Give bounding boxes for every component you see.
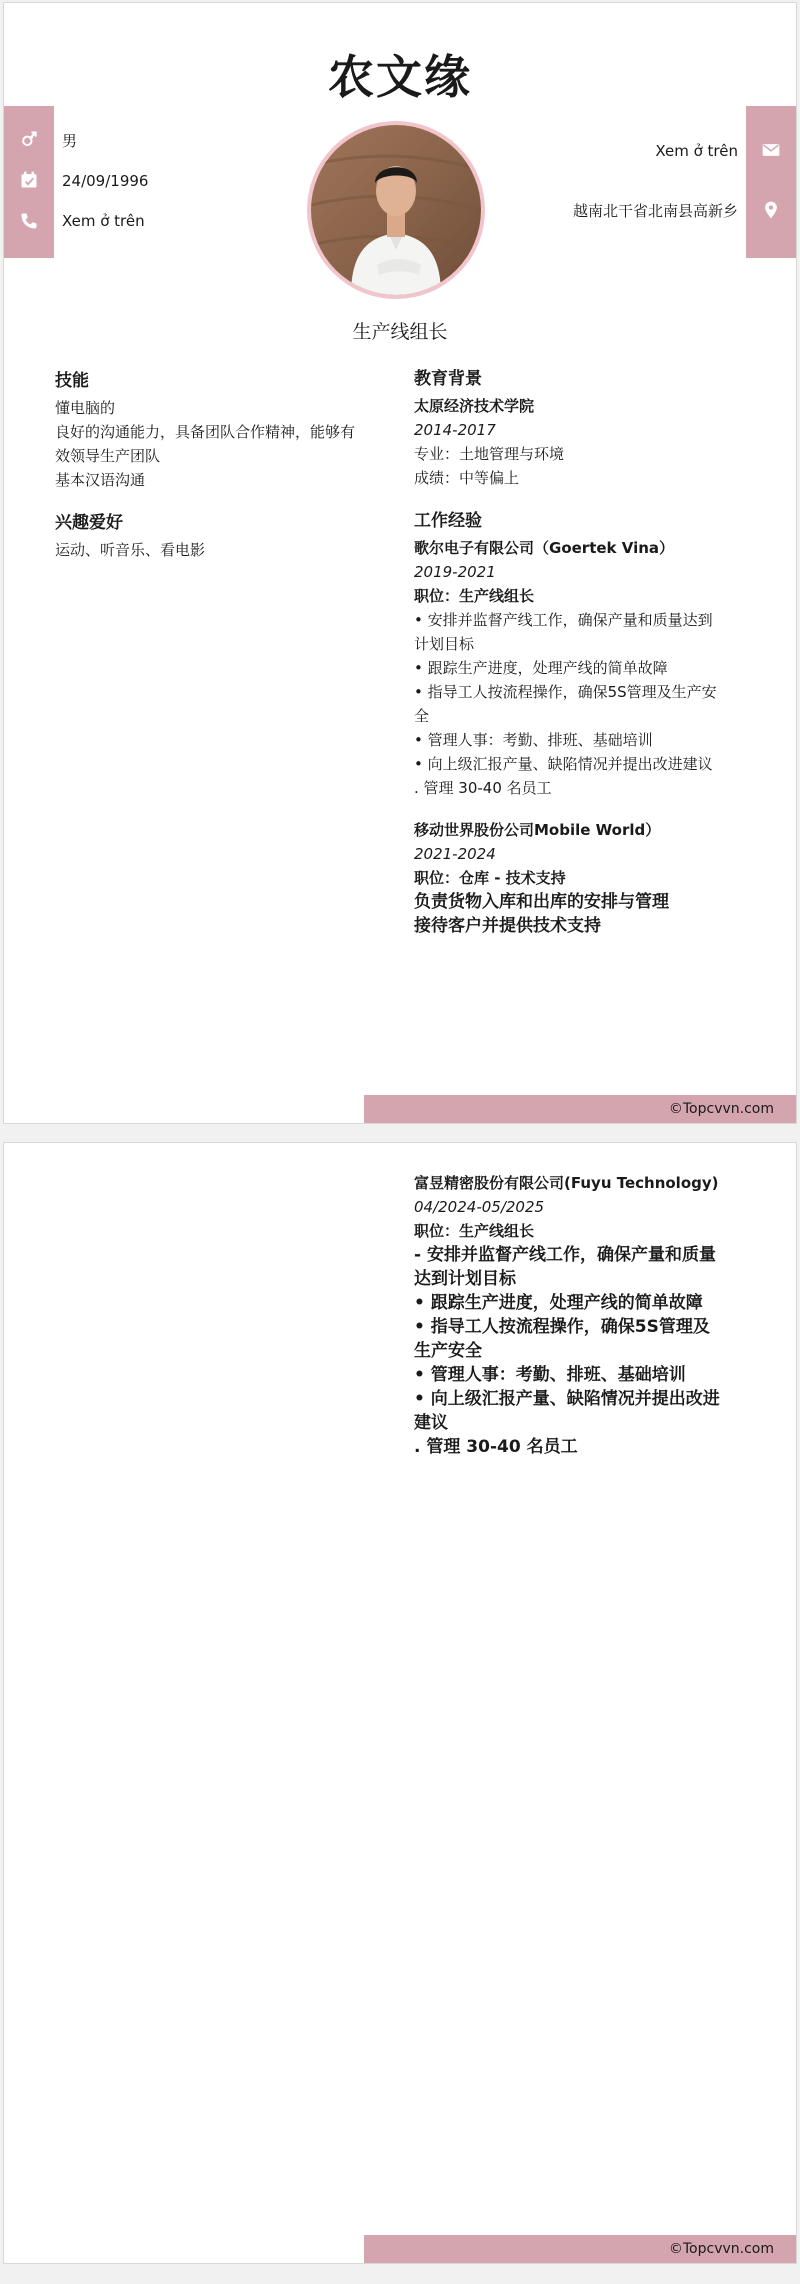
job-role: 职位：生产线组长: [414, 1222, 535, 1240]
skills-heading: 技能: [55, 371, 89, 391]
job-role: 职位：仓库 - 技术支持: [414, 869, 566, 887]
experience-heading: 工作经验: [414, 511, 482, 531]
left-contact-bar: [4, 106, 54, 258]
education-period: 2014-2017: [414, 421, 496, 439]
job-duty: - 安排并监督产线工作，确保产量和质量达到计划目标: [414, 1245, 716, 1289]
birthdate-value: 24/09/1996: [62, 172, 149, 190]
footer-brand-bar: [364, 1095, 796, 1123]
job-title: 生产线组长: [352, 321, 448, 343]
footer-brand-bar: [364, 2235, 796, 2263]
profile-photo: [311, 125, 481, 295]
email-value[interactable]: Xem ở trên: [655, 142, 738, 160]
mail-icon: [761, 140, 781, 160]
gender-icon: [19, 130, 39, 150]
job-duty: 接待客户并提供技术支持: [414, 916, 601, 936]
resume-page-2: [4, 1143, 796, 2263]
skill-item: 良好的沟通能力，具备团队合作精神，能够有效领导生产团队: [55, 423, 356, 465]
job-company: 移动世界股份公司Mobile World）: [414, 821, 661, 839]
right-contact-bar: [746, 106, 796, 258]
job-duty: • 管理人事：考勤、排班、基础培训: [414, 731, 653, 749]
job-duty: . 管理 30-40 名员工: [414, 1437, 578, 1457]
calendar-icon: [19, 170, 39, 190]
hobbies-heading: 兴趣爱好: [55, 513, 123, 533]
job-duty: • 向上级汇报产量、缺陷情况并提出改进建议: [414, 1389, 720, 1433]
phone-value[interactable]: Xem ở trên: [62, 212, 145, 230]
job-duty: • 跟踪生产进度，处理产线的简单故障: [414, 659, 668, 677]
resume-page-1: [4, 3, 796, 1123]
avatar: [307, 121, 485, 299]
phone-icon: [19, 211, 39, 231]
candidate-name: 农文缘: [328, 50, 472, 104]
left-column: [55, 368, 365, 562]
job-duty: • 跟踪生产进度，处理产线的简单故障: [414, 1293, 703, 1313]
education-grade: 成绩：中等偏上: [414, 469, 520, 487]
skill-item: 懂电脑的: [55, 399, 116, 417]
footer-brand[interactable]: ©Topcvvn.com: [668, 2241, 774, 2257]
job-period: 04/2024-05/2025: [414, 1198, 545, 1216]
job-duty: 负责货物入库和出库的安排与管理: [414, 892, 669, 912]
experience-continued: [414, 1171, 724, 1459]
job-duty: • 指导工人按流程操作，确保5S管理及生产安全: [414, 1317, 710, 1361]
right-column: [414, 366, 724, 938]
school-name: 太原经济技术学院: [414, 397, 535, 415]
job-role: 职位：生产线组长: [414, 587, 535, 605]
job-period: 2021-2024: [414, 845, 496, 863]
address-value: 越南北干省北南县高新乡: [572, 202, 738, 220]
education-heading: 教育背景: [414, 369, 482, 389]
footer-brand[interactable]: ©Topcvvn.com: [668, 1101, 774, 1117]
job-duty: • 向上级汇报产量、缺陷情况并提出改进建议: [414, 755, 713, 773]
gender-value: 男: [62, 132, 78, 150]
job-duty: . 管理 30-40 名员工: [414, 779, 552, 797]
education-major: 专业：土地管理与环境: [414, 445, 565, 463]
job-company: 歌尔电子有限公司（Goertek Vina）: [414, 539, 675, 557]
location-pin-icon: [761, 200, 781, 220]
job-duty: • 管理人事：考勤、排班、基础培训: [414, 1365, 686, 1385]
hobbies-text: 运动、听音乐、看电影: [55, 541, 206, 559]
job-duty: • 指导工人按流程操作，确保5S管理及生产安全: [414, 683, 717, 725]
skill-item: 基本汉语沟通: [55, 471, 146, 489]
job-duty: • 安排并监督产线工作，确保产量和质量达到计划目标: [414, 611, 713, 653]
job-company: 富昱精密股份有限公司(Fuyu Technology): [414, 1174, 719, 1192]
job-period: 2019-2021: [414, 563, 496, 581]
